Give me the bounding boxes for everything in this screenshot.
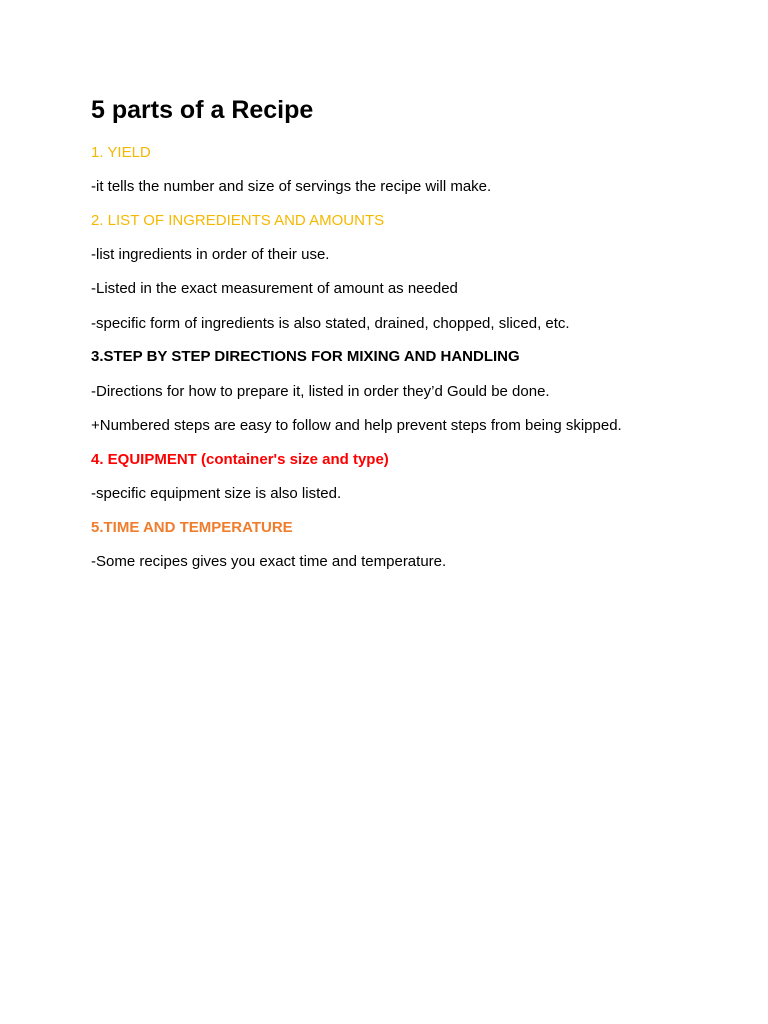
section-text: -Listed in the exact measurement of amount as needed xyxy=(91,280,458,297)
page-title: 5 parts of a Recipe xyxy=(91,96,314,124)
section-heading-yield: 1. YIELD xyxy=(91,144,151,161)
section-text: +Numbered steps are easy to follow and help prevent steps from being skipped. xyxy=(91,417,622,434)
section-text: -Directions for how to prepare it, listed in order they’d Gould be done. xyxy=(91,383,550,400)
section-text: -it tells the number and size of servings the recipe will make. xyxy=(91,178,492,195)
section-text: -specific equipment size is also listed. xyxy=(91,485,342,502)
section-heading-equipment: 4. EQUIPMENT (container's size and type) xyxy=(91,451,389,468)
section-text: -Some recipes gives you exact time and temperature. xyxy=(91,553,447,570)
section-heading-time-temperature: 5.TIME AND TEMPERATURE xyxy=(91,519,293,536)
section-heading-directions: 3.STEP BY STEP DIRECTIONS FOR MIXING AND HANDLING xyxy=(91,348,520,365)
section-text: -specific form of ingredients is also stated, drained, chopped, sliced, etc. xyxy=(91,315,570,332)
section-heading-ingredients: 2. LIST OF INGREDIENTS AND AMOUNTS xyxy=(91,212,385,229)
section-text: -list ingredients in order of their use. xyxy=(91,246,330,263)
